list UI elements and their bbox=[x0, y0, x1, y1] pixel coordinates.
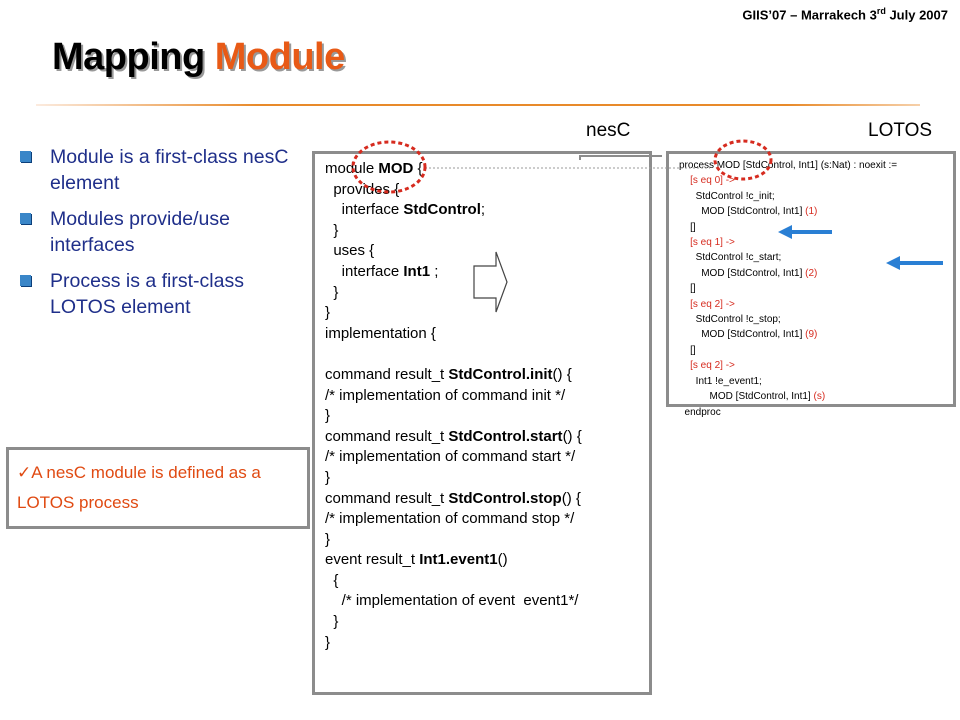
code-text: StdControl !c_stop; bbox=[679, 314, 781, 326]
code-text: endproc bbox=[679, 406, 721, 418]
blue-arrow-icon bbox=[778, 225, 832, 239]
code-text: () { bbox=[561, 489, 581, 507]
highlight-circle-lotos-mod bbox=[715, 141, 771, 179]
code-keyword: StdControl.init bbox=[448, 365, 553, 383]
conference-header: GIIS’07 – Marrakech 3rd July 2007 bbox=[742, 6, 948, 23]
code-highlight: (2) bbox=[805, 267, 818, 279]
code-text: /* implementation of command stop */ bbox=[325, 510, 575, 528]
code-text: event result_t bbox=[325, 551, 420, 569]
code-highlight: (1) bbox=[805, 206, 818, 218]
code-text: MOD [StdControl, Int1] bbox=[679, 206, 806, 218]
blue-arrow-icon bbox=[886, 256, 943, 270]
code-text: /* implementation of command start */ bbox=[325, 448, 576, 466]
code-text: } bbox=[325, 304, 331, 322]
code-text: implementation { bbox=[325, 324, 436, 342]
code-keyword: Int1 bbox=[403, 262, 431, 280]
code-highlight: (9) bbox=[805, 329, 818, 341]
code-text: StdControl !c_init; bbox=[679, 190, 775, 202]
code-text: /* implementation of command init */ bbox=[325, 386, 566, 404]
code-text: } bbox=[325, 283, 339, 301]
bullet-item: Module is a first-class nesC element bbox=[20, 144, 310, 196]
code-text: [] bbox=[679, 221, 696, 233]
code-highlight: [s eq 0] -> bbox=[690, 175, 735, 187]
code-text: () bbox=[497, 551, 508, 569]
code-text: command result_t bbox=[325, 489, 449, 507]
code-text: } bbox=[325, 633, 331, 651]
code-highlight: [s eq 2] -> bbox=[690, 360, 735, 372]
code-text: [] bbox=[679, 283, 696, 295]
code-text: { bbox=[413, 160, 423, 177]
title-word-module: Module bbox=[214, 36, 345, 78]
code-text: /* implementation of event event1*/ bbox=[325, 592, 579, 610]
code-keyword: StdControl.start bbox=[448, 427, 563, 445]
code-text: ; bbox=[480, 201, 486, 219]
check-icon: ✓ bbox=[17, 463, 32, 482]
code-text: } bbox=[325, 221, 339, 239]
code-text: } bbox=[325, 530, 331, 548]
code-text: interface bbox=[325, 262, 404, 280]
code-text: () { bbox=[562, 427, 582, 445]
code-keyword: MOD bbox=[378, 160, 414, 177]
bullet-item: Modules provide/use interfaces bbox=[20, 206, 310, 258]
code-text: module bbox=[325, 160, 379, 177]
code-highlight: [s eq 2] -> bbox=[690, 298, 735, 310]
code-text: } bbox=[325, 613, 339, 631]
note-text: A nesC module is defined as a LOTOS process bbox=[17, 463, 261, 512]
code-text: provides { bbox=[325, 180, 400, 198]
code-text: ; bbox=[430, 262, 439, 280]
code-highlight: [s eq 1] -> bbox=[690, 237, 735, 249]
code-text: [] bbox=[679, 344, 696, 356]
right-arrow-icon bbox=[474, 252, 507, 312]
code-text: } bbox=[325, 407, 331, 425]
nesc-label: nesC bbox=[586, 120, 631, 141]
code-keyword: StdControl.stop bbox=[448, 489, 562, 507]
code-text: MOD [StdControl, Int1] bbox=[679, 267, 806, 279]
code-highlight: (s) bbox=[813, 391, 826, 403]
bullet-item: Process is a first-class LOTOS element bbox=[20, 268, 310, 320]
code-text: () { bbox=[552, 365, 572, 383]
code-text: Int1 !e_event1; bbox=[679, 375, 762, 387]
code-keyword: StdControl bbox=[403, 201, 481, 219]
code-text: interface bbox=[325, 201, 404, 219]
code-text: process MOD [StdControl, Int1] (s:Nat) : noexit := bbox=[679, 160, 898, 171]
code-text: command result_t bbox=[325, 365, 449, 383]
code-text: MOD [StdControl, Int1] bbox=[679, 329, 806, 341]
connector-line bbox=[580, 156, 662, 160]
lotos-label: LOTOS bbox=[868, 120, 933, 141]
code-text: MOD [StdControl, Int1] bbox=[679, 391, 814, 403]
code-text: command result_t bbox=[325, 427, 449, 445]
code-keyword: Int1.event1 bbox=[419, 551, 498, 569]
code-text: } bbox=[325, 468, 331, 486]
code-text: { bbox=[325, 571, 339, 589]
highlight-circle-mod bbox=[353, 142, 425, 192]
code-text: StdControl !c_start; bbox=[679, 252, 782, 264]
title-word-mapping: Mapping bbox=[52, 36, 205, 78]
code-text: uses { bbox=[325, 242, 375, 260]
